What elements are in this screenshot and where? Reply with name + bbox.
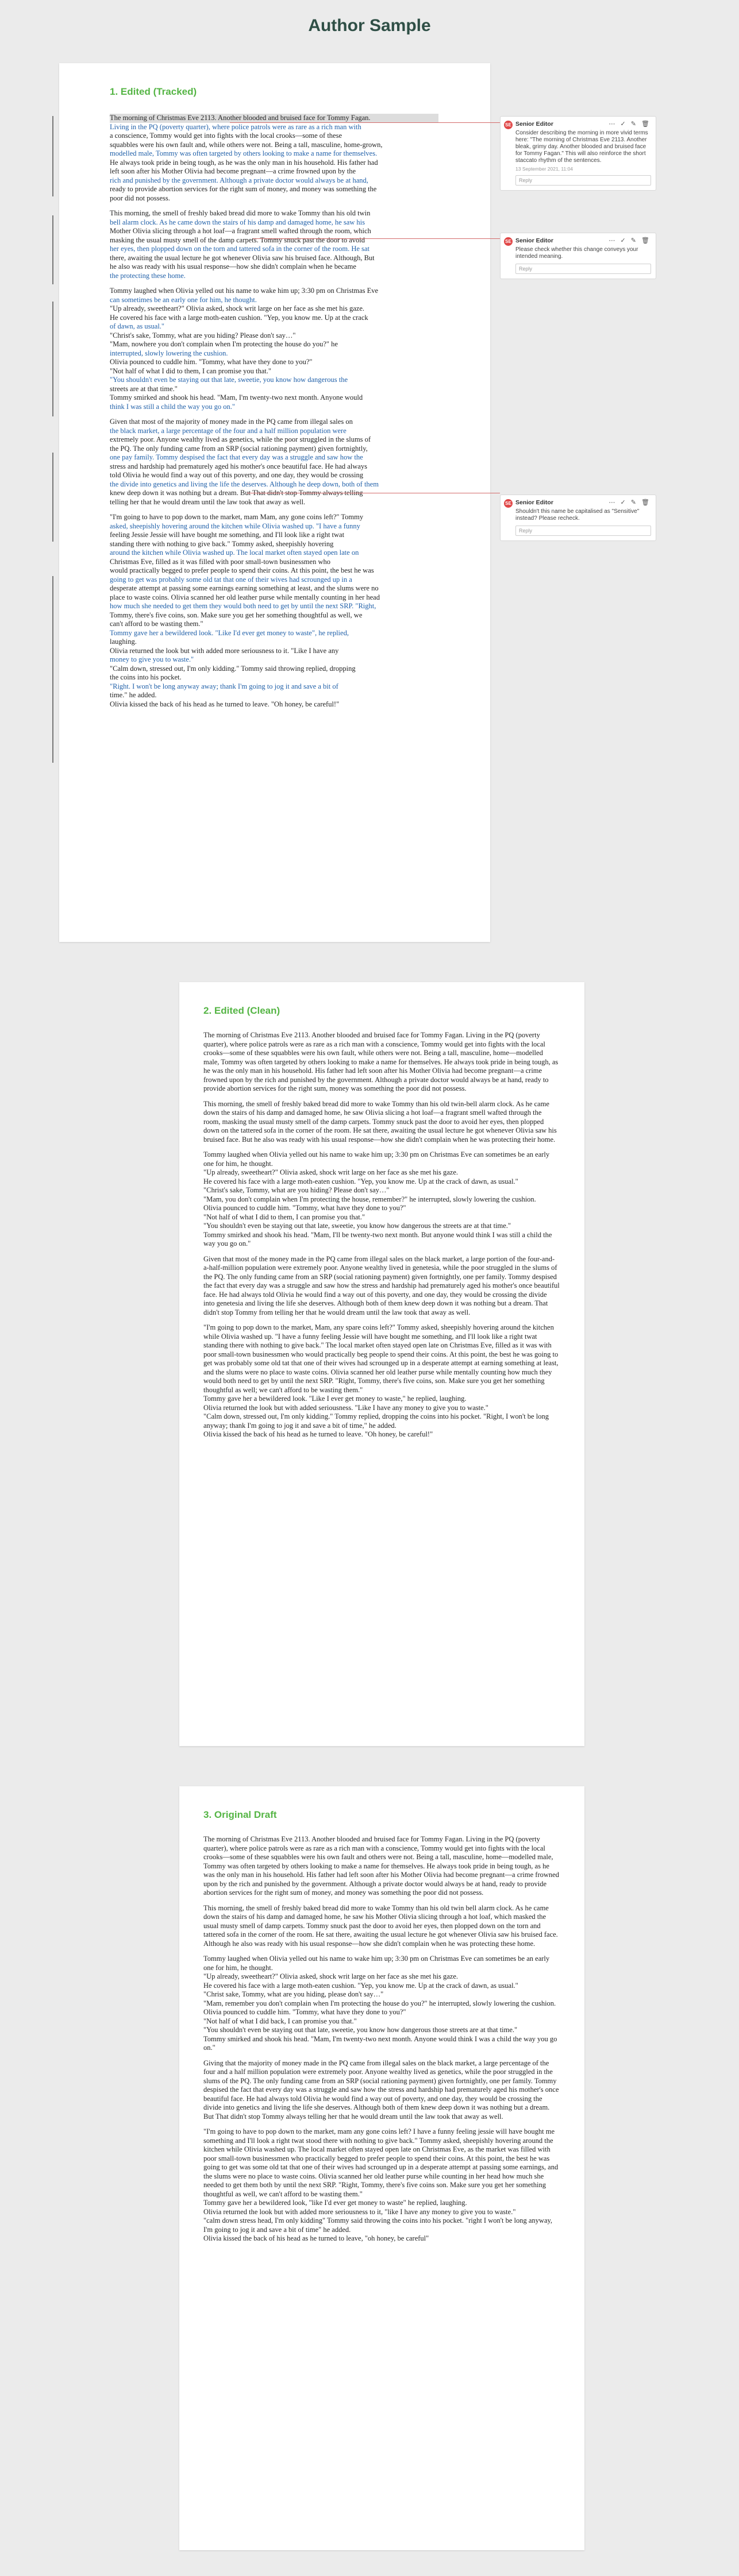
text-line: Mother Olivia slicing through a hot loaf—a fragrant smell wafted through the room, which [110,227,371,235]
text-line: streets are at that time." [110,384,178,393]
text-line: money to give you to waste." [110,655,194,663]
text-line: The morning of Christmas Eve 2113. Another blooded and bruised face for Tommy Fagan. [110,114,438,123]
comment-tools [609,120,651,128]
resolve-icon[interactable]: ✓ [620,499,628,506]
original-text [203,1835,560,2250]
resolve-icon[interactable]: ✓ [620,237,628,244]
text-line: Olivia returned the look but with added more seriousness to it. "Like I have any [110,646,339,655]
tracked-paragraph [110,114,438,203]
text-line: bell alarm clock. As he came down the stairs of his damp and damaged home, he saw his [110,218,365,226]
edit-icon[interactable]: ✎ [630,121,638,128]
text-line: Christmas Eve, filled as it was filled with poor small-town businessmen who [110,557,330,566]
paragraph: Given that most of the money made in the PQ came from illegal sales on the black market, a large portion of the four-and-a-half-million population were extremely poor. Anyone wealthy lived in genetesia, while the poor struggled in the slums of the PQ. The only funding came from an SRP (social rationing payment) given fortnightly, one per family. Tommy despised the fact that every day was a struggle and saw how the stress and hardship had prematurely aged his mother's once beautiful face. He had always told Olivia he would find a way out of this poverty, and one day, they would be crossing the divide into genetesia and living the life she deserves. Although both of them knew deep down it was nothing but a dream. That didn't stop Tommy from telling her that he would dream until the law took that away as well. [203,1254,560,1316]
text-line: going to get was probably some old tat that one of their wives had scrounged up in a [110,575,352,584]
text-line: the divide into genetics and living the life the deserves. Although he deep down, both of them [110,480,379,488]
text-line: desperate attempt at passing some earnings earning something at least, and the slums were no [110,584,379,592]
text-line: He always took pride in being tough, as he was the only man in his household. His father had [110,158,378,167]
reply-input[interactable]: Reply [515,526,651,536]
text-line: squabbles were his own fault and, while others were not. Being a tall, masculine, home-grown, [110,140,383,149]
tracked-paragraph [110,513,438,709]
text-line: interrupted, slowly lowering the cushion. [110,349,228,357]
more-icon[interactable]: ⋯ [609,499,617,506]
avatar: SE [504,237,513,246]
change-bar [52,453,53,542]
text-line: "I'm going to have to pop down to the market, mam Mam, any gone coins left?" Tommy [110,513,364,521]
text-line: her eyes, then plopped down on the torn and tattered sofa in the corner of the room. He sat [110,245,370,253]
comment-card[interactable] [500,495,656,541]
resolve-icon[interactable]: ✓ [620,121,628,128]
text-line: stress and hardship had prematurely aged his mother's once beautiful face. He had always [110,462,367,470]
paragraph: The morning of Christmas Eve 2113. Another blooded and bruised face for Tommy Fagan. Living in the PQ (poverty quarter), where police patrols were as rare as a rich man with a conscience, Tommy would get into fights with the local crooks—some of these squabbles were his own fault and others were not. Being a tall, masculine, home—modelled male, Tommy was often targeted by others looking to make a name for themselves. He always took pride in being tough, as he was the only man in his household. His father had left soon after his Mother Olivia had become pregnant—a crime frowned upon by the rich and punished by the government. Although a private doctor would always be at hand, ready to provide abortion services for the right sum of money, and money was something the poor did not possess. [203,1835,559,1897]
paragraph: The morning of Christmas Eve 2113. Another blooded and bruised face for Tommy Fagan. Living in the PQ (poverty quarter), where police patrols were as rare as a rich man with a conscience, Tommy would get into fights with the local crooks—some of these squabbles were his own fault, while others were not. Being a tall, masculine, home—modelled male, Tommy was often targeted by others looking to make a name for themselves. He always took pride in being tough, as he was the only man in his household. His father had left soon after his Mother Olivia had become pregnant—a crime frowned upon by the rich and punished by the government. Although a private doctor would always be at hand, ready to provide abortion services for the right sum, money was something the poor did not possess. [203,1031,559,1092]
paragraph: Giving that the majority of money made in the PQ came from illegal sales on the black market, a large percentage of the four and a half million population were extremely poor. Anyone wealthy lived as genetics, while the poor struggled in the slums of the PQ. The only funding came from an SRP (social rationing payment) given fortnightly, one per family. Tommy despised the fact that every day was a struggle and saw how the stress and hardship had prematurely aged his mother's once beautiful face. He had always told Olivia he would find a way out of poverty, and one day, they would be crossing the divide into genetics and living the life she deserves. Although both of them knew deep down it was nothing but a dream. But That didn't stop Tommy always telling her that he would dream until the law took that away as well. [203,2059,559,2121]
change-bar [52,116,53,196]
text-line: he also was ready with his usual response—how she didn't complain when he became [110,262,356,271]
delete-icon[interactable]: 🗑 [641,237,651,244]
paragraph: This morning, the smell of freshly baked bread did more to wake Tommy than his old twin bell alarm clock. As he came down the stairs of his damp and damaged home, he saw his Mother Olivia slicing through a hot loaf, which masked the usual musty smell of damp carpets. Tommy snuck past the door to avoid her eyes, then plopped down on the torn and tattered sofa in the corner of the room. He sat there, awaiting the usual lecture he got whenever Olivia saw his bruised face. Although he also was ready with his usual response—how she didn't complain when he was protecting these home. [203,1903,558,1948]
text-line: "Up already, sweetheart?" Olivia asked, shock writ large on her face as she met his gaze. [110,304,365,312]
text-line: "Christ's sake, Tommy, what are you hiding? Please don't say…" [110,331,296,339]
text-line: laughing. [110,638,137,646]
text-line: left soon after his Mother Olivia had become pregnant—a crime frowned upon by the [110,167,356,175]
text-line: He covered his face with a large moth-eaten cushion. "Yep, you know me. Up at the crack [110,313,368,322]
comment-date: 13 September 2021, 11:04 [515,166,574,172]
text-line: Given that most of the majority of money made in the PQ came from illegal sales on [110,418,353,426]
comment-tools [609,237,651,244]
text-line: the PQ. The only funding came from an SRP (social rationing payment) given fortnightly, [110,444,368,453]
change-bar [52,215,53,284]
comment-author: Senior Editor [515,499,553,506]
text-line: feeling Jessie Jessie will have bought me something, and I'll look like a right twat [110,531,345,539]
text-line: the black market, a large percentage of the four and a half million population were [110,426,347,435]
text-line: can sometimes be an early one for him, he thought. [110,295,257,304]
page-original [179,1786,584,2550]
text-line: asked, sheepishly hovering around the kitchen while Olivia washed up. "I have a funny [110,522,360,530]
text-line: telling her that he would dream until the law took that away as well. [110,497,306,506]
comment-author: Senior Editor [515,237,553,244]
document-title: Author Sample [308,16,431,35]
tracked-text [110,114,438,715]
text-line: knew deep down it was nothing but a dream. But That didn't stop Tommy always telling [110,489,363,497]
text-line: Living in the PQ (poverty quarter), where police patrols were as rare as a rich man with [110,122,361,131]
reply-input[interactable]: Reply [515,175,651,186]
change-bar [52,576,53,763]
reply-input[interactable]: Reply [515,264,651,274]
section-heading-clean: 2. Edited (Clean) [203,1005,280,1016]
paragraph: Tommy laughed when Olivia yelled out his name to wake him up; 3:30 pm on Christmas Eve can sometimes be an early one for him, he thought. "Up already, sweetheart?" Olivia asked, shock writ large on her face as she met his gaze. He covered his face with a large moth-eaten cushion. "Yep, you know me. Up at the crack of dawn, as usual." "Christ sake, Tommy, what are you hiding, please don't say…" "Mam, remember you don't complain when I'm protecting the house do you?" he interrupted, slowly lowering the cushion. Olivia pounced to cuddle him. "Tommy, what have they done to you?" "Not half of what I did back, I can promise you that." "You shouldn't even be staying out that late, sweetie, you know how dangerous those streets are at that time." Tommy smirked and shook his head. "Mam, I'm twenty-two next month. Anyone would think I was a child the way you go on." [203,1955,557,2052]
tracked-paragraph [110,287,438,411]
text-line: masking the usual musty smell of the damp carpets. Tommy snuck past the door to avoid [110,235,365,244]
text-line: This morning, the smell of freshly baked bread did more to wake Tommy than his old twin [110,209,371,217]
text-line: poor did not possess. [110,194,170,202]
text-line: rich and punished by the government. Although a private doctor would always be at hand, [110,176,368,184]
comment-connector [230,122,500,123]
avatar: SE [504,499,513,508]
text-line: can't afford to be wasting them." [110,620,203,628]
text-line: how much she needed to get them they would both need to get by until the next SRP. "Right, [110,602,376,610]
text-line: there, awaiting the usual lecture he got whenever Olivia saw his bruised face. Although, But [110,253,375,262]
paragraph: Tommy laughed when Olivia yelled out his name to wake him up; 3:30 pm on Christmas Eve can sometimes be an early one for him, he thought. "Up already, sweetheart?" Olivia asked, shock writ large on her face as she met his gaze. He covered his face with a large moth-eaten cushion. "Yep, you know me. Up at the crack of dawn, as usual." "Christ's sake, Tommy, what are you hiding? Please don't say…" "Mam, you don't complain when I'm protecting the house, remember?" he interrupted, slowly lowering the cushion. Olivia pounced to cuddle him. "Tommy, what have they done to you?" "Not half of what I did to them, I can promise you that." "You shouldn't even be staying out that late, sweetie, you know how dangerous the streets are at that time." Tommy smirked and shook his head. "Mam, I'll be twenty-two next month. But anyone would think I was still a child the way you go on." [203,1150,552,1248]
edit-icon[interactable]: ✎ [630,499,638,506]
paragraph: "I'm going to pop down to the market, Mam, any spare coins left?" Tommy asked, sheepishly hovering around the kitchen while Olivia washed up. "I have a funny feeling Jessie will have bought me something, and I'll look like a right twat standing there with nothing to give back." The local market often stayed open late on Christmas Eve, filled as it was with poor small-town businessmen who would practically beg people to spend their coins. At this point, the best he was going to get was probably some old tat that one of their wives had scrounged up in a desperate attempt at earning something at least, and the slums were no place to waste coins. Olivia scanned her old leather purse while mentally counting how much they would both need to get by until the next SRP. "Right, Tommy, there's five coins, son. Make sure you get her something thoughtful as well; we can't afford to be wasting them." Tommy gave her a bewildered look. "Like I ever get money to waste," he replied, laughing. Olivia returned the look but with added seriousness. "Like I have any money to give you to waste." "Calm down, stressed out, I'm only kidding." Tommy replied, dropping the coins into his pocket. "Right, I won't be long anyway; thank I'm going to jog it and save a bit of time," he added. Olivia kissed the back of his head as he turned to leave. "Oh honey, be careful!" [203,1323,559,1438]
comment-author: Senior Editor [515,121,553,128]
text-line: around the kitchen while Olivia washed up. The local market often stayed open late on [110,549,359,557]
section-heading-original: 3. Original Draft [203,1809,277,1820]
comment-card[interactable] [500,116,656,191]
text-line: the protecting these home. [110,271,186,280]
text-line: of dawn, as usual." [110,322,165,330]
page-clean [179,982,584,1746]
comment-text: Shouldn't this name be capitalised as "Sensitive" instead? Please recheck. [515,508,640,522]
comment-tools [609,499,651,506]
text-line: ready to provide abortion services for the right sum of money, and money was something the [110,185,377,193]
text-line: place to waste coins. Olivia scanned her old leather purse while mentally counting in her head [110,593,380,601]
text-line: think I was still a child the way you go on." [110,402,235,411]
text-line: "Not half of what I did to them, I can promise you that." [110,366,271,375]
comment-card[interactable] [500,233,656,279]
text-line: standing there with nothing to give back." Tommy asked, sheepishly hovering [110,539,334,548]
comment-text: Consider describing the morning in more vivid terms here: "The morning of Christmas Eve 2113. Another bleak, grimy day. Another blooded and bruised face for Tommy Fagan." This will also reinforce the short staccato rhythm of the sentences. [515,130,648,164]
text-line: Olivia pounced to cuddle him. "Tommy, what have they done to you?" [110,358,313,366]
text-line: "Mam, nowhere you don't complain when I'm protecting the house do you?" he [110,340,338,348]
paragraph: "I'm going to have to pop down to the market, mam any gone coins left? I have a funny feeling jessie will have bought me something and I'll look a right twat stood there with nothing to give back." Tommy asked, sheepishly hovering around the kitchen while Olivia washed up. The local market often stayed open late on Christmas Eve, as the market was filled with poor small-town businessmen who practically begged to prefer people to spend their coins. At this point, the best he was going to get was some old tat that one of their wives had scrounged up in a desperate attempt at passing some earnings, and the slums were no place to waste coins. Olivia scanned her old leather purse while counting in her head how much she needed to get them both by until the next SRP. "Right, Tommy, there's five coins son. Make sure you get her something thoughtful as well, we can't afford to be wasting them." Tommy gave her a bewildered look, "like I'd ever get money to waste" he replied, laughing. Olivia returned the look but with added more seriousness to it, "like I have any money to give you to waste." "calm down stress head, I'm only kidding" Tommy said throwing the coins into his pocket. "right I won't be long anyway, I'm going to jog it and save a bit of time" he added. Olivia kissed the back of his head as he turned to leave, "oh honey, be careful" [203,2127,559,2242]
clean-text [203,1031,560,1446]
section-heading-tracked: 1. Edited (Tracked) [110,86,197,97]
text-line: Tommy laughed when Olivia yelled out his name to wake him up; 3:30 pm on Christmas Eve [110,287,379,295]
text-line: the coins into his pocket. [110,673,182,681]
avatar: SE [504,121,513,129]
text-line: told Olivia he would find a way out of this poverty, and one day, they would be crossing [110,471,364,479]
text-line: Tommy smirked and shook his head. "Mam, I'm twenty-two next month. Anyone would [110,393,363,401]
change-bar [52,302,53,416]
page-tracked [59,63,490,942]
more-icon[interactable]: ⋯ [609,121,617,128]
comment-connector [253,238,500,239]
more-icon[interactable]: ⋯ [609,237,617,244]
text-line: modelled male, Tommy was often targeted by others looking to make a name for themselves. [110,149,378,157]
paragraph: This morning, the smell of freshly baked bread did more to wake Tommy than his old twin-bell alarm clock. As he came down the stairs of his damp and damaged home, he saw Olivia slicing a hot loaf—a fragrant smell wafted through the room, masking the usual musty smell of the damp carpets. Tommy snuck past the door to avoid her eyes, then plopped down on the tattered sofa in the corner of the room. He sat there, awaiting the usual lecture he got whenever Olivia saw his bruised face. But he also was ready with his usual response—how she didn't complain when he was protecting their home. [203,1099,557,1144]
text-line: "You shouldn't even be staying out that late, sweetie, you know how dangerous the [110,376,348,384]
text-line: "Calm down, stressed out, I'm only kidding." Tommy said throwing replied, dropping [110,664,356,673]
text-line: one pay family. Tommy despised the fact that every day was a struggle and saw how the [110,453,363,461]
delete-icon[interactable]: 🗑 [641,499,651,506]
text-line: a conscience, Tommy would get into fights with the local crooks—some of these [110,132,342,140]
text-line: would practically begged to prefer people to spend their coins. At this point, the best he was [110,566,374,574]
tracked-paragraph [110,209,438,280]
delete-icon[interactable]: 🗑 [641,121,651,128]
text-line: time." he added. [110,691,157,699]
text-line: extremely poor. Anyone wealthy lived as genetics, while the poor struggled in the slums of [110,435,371,443]
text-line: Olivia kissed the back of his head as he turned to leave. "Oh honey, be careful!" [110,700,340,708]
edit-icon[interactable]: ✎ [630,237,638,244]
text-line: "Right. I won't be long anyway away; thank I'm going to jog it and save a bit of [110,682,338,690]
text-line: Tommy, there's five coins, son. Make sure you get her something thoughtful as well, we [110,611,363,619]
comment-text: Please check whether this change conveys your intended meaning. [515,246,638,260]
text-line: Tommy gave her a bewildered look. "Like I'd ever get money to waste", he replied, [110,628,349,637]
